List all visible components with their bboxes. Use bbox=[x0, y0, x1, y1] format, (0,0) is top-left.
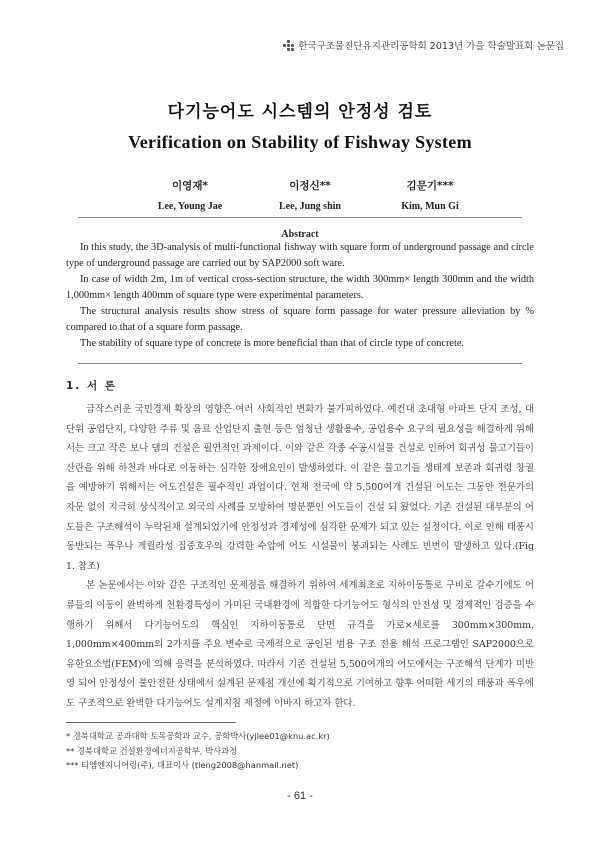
author-name-ko: 김문기*** bbox=[406, 180, 454, 192]
footnote: * 경북대학교 공과대학 토목공학과 교수, 공학박사(yjlee01@knu.ac.kr) bbox=[66, 731, 330, 741]
author-2 bbox=[250, 178, 370, 212]
abstract-heading: Abstract bbox=[281, 229, 319, 240]
body-paragraph: 본 논문에서는 이와 같은 구조적인 문제점을 해결하기 위하여 세계최초로 지하이동통로 구비로 갈수기에도 어류들의 이동이 완벽하게 천환경특성이 가미된 국내환경에 적합한 다기능어도 형식의 안전성 및 경제적인 검증을 수행하기 위해서 다기능어도의 핵심인 지하이동통로 단면 규격을 가로×세로를 300mm×300mm, 1,000mm×400mm의 2가지를 주요 변수로 국제적으로 공인된 범용 구조 전용 해석 프로그램인 SAP2000으로 유한요소법(FEM)에 의해 응력을 분석하였다. 따라서 기존 건설된 5,500여개의 어도에서는 구조해석 단계가 미반영 되어 안정성이 불안전한 상태에서 설계된 문제점 개선에 획기적으로 기여하고 향후 어떠한 세기의 태풍과 폭우에도 구조적으로 완벽한 다기능어도 설계지침 제정에 이바지 하고자 한다. bbox=[66, 580, 534, 709]
divider bbox=[78, 217, 522, 218]
conference-title: 한국구조물진단유지관리공학회 2013년 가을 학술발표회 논문집 bbox=[298, 41, 564, 52]
page-number: - 61 - bbox=[287, 790, 313, 802]
footnote: *** 티엠엔지니어링(주), 대표이사 (tleng2008@hanmail.net) bbox=[66, 760, 299, 770]
author-1 bbox=[130, 178, 250, 212]
abstract-paragraph: In this study, the 3D-analysis of multi-functional fishway with square form of underground passage and circle type of underground passage are carried out by SAP2000 soft ware. bbox=[66, 242, 534, 269]
author-name-en: Lee, Jung shin bbox=[279, 201, 341, 212]
author-name-en: Kim, Mun Gi bbox=[401, 201, 459, 212]
abstract-paragraph: The structural analysis results show stress of square form passage for water pressure alleviation by % compared to that of a square form passage. bbox=[66, 306, 534, 333]
author-3 bbox=[370, 178, 490, 212]
body-paragraph: 급작스러운 국민경제 확장의 영향은 여러 사회적인 변화가 불가피하였다. 예컨대 초대형 아파트 단지 조성, 대단위 공업단지, 다양한 주류 및 음료 산업단지 출현 등은 엄청난 생활용수, 공업용수 요구의 필요성을 해결하게 위해서는 크고 작은 보나 댐의 건설은 필연적인 과제이다. 이와 같은 각종 수공시설물 건설로 인하여 회귀성 물고기들이 산란을 위해 하천과 바다로 이동하는 심각한 장애요인이 발생하였다. 이 같은 물고기들 생태계 보존과 회귀령 창궐을 예방하기 위해서는 어도건설은 필수적인 과업이다. 현재 전국에 약 5,500여개 건설된 어도는 그동안 전문가의 자문 없이 지극히 상식적이고 외국의 사례를 모방하여 명분뿐인 어도들이 건설 되 왔었다. 기존 건설된 대부분의 어도들은 구조해석이 누락된채 설계되었기에 안정성과 경제성에 심각한 문제가 되고 있는 실정이다. 이로 인해 태풍시 동반되는 폭우나 게릴라성 집중호우의 강력한 수압에 어도 시설물이 붕괴되는 사례도 빈번이 발생하고 있다.(Fig 1. 참조) bbox=[66, 404, 534, 572]
conference-header bbox=[283, 38, 564, 52]
footnote: ** 경북대학교 건설환경에너지공학부, 박사과정 bbox=[66, 745, 238, 756]
section-body bbox=[66, 400, 534, 714]
abstract-paragraph: The stability of square type of concrete is more beneficial than that of circle type of concrete. bbox=[80, 338, 464, 349]
author-name-ko: 이영재* bbox=[172, 180, 208, 192]
footnote-divider bbox=[66, 722, 236, 723]
dots-logo-icon bbox=[283, 40, 294, 51]
section-heading: 1. 서 론 bbox=[66, 380, 117, 392]
abstract-paragraph: In case of width 2m, 1m of vertical cross-section structure, the width 300mm× length 300mm and the width 1,000mm× length 400mm of square type were experimental parameters. bbox=[66, 274, 534, 301]
footnotes bbox=[66, 729, 330, 773]
divider bbox=[78, 363, 522, 364]
author-name-en: Lee, Young Jae bbox=[157, 201, 223, 212]
paper-title-english: Verification on Stability of Fishway System bbox=[128, 132, 472, 152]
abstract-body bbox=[66, 240, 534, 352]
author-name-ko: 이정신** bbox=[289, 180, 331, 192]
author-list bbox=[130, 178, 490, 212]
paper-title-korean: 다기능어도 시스템의 안정성 검토 bbox=[167, 102, 433, 122]
